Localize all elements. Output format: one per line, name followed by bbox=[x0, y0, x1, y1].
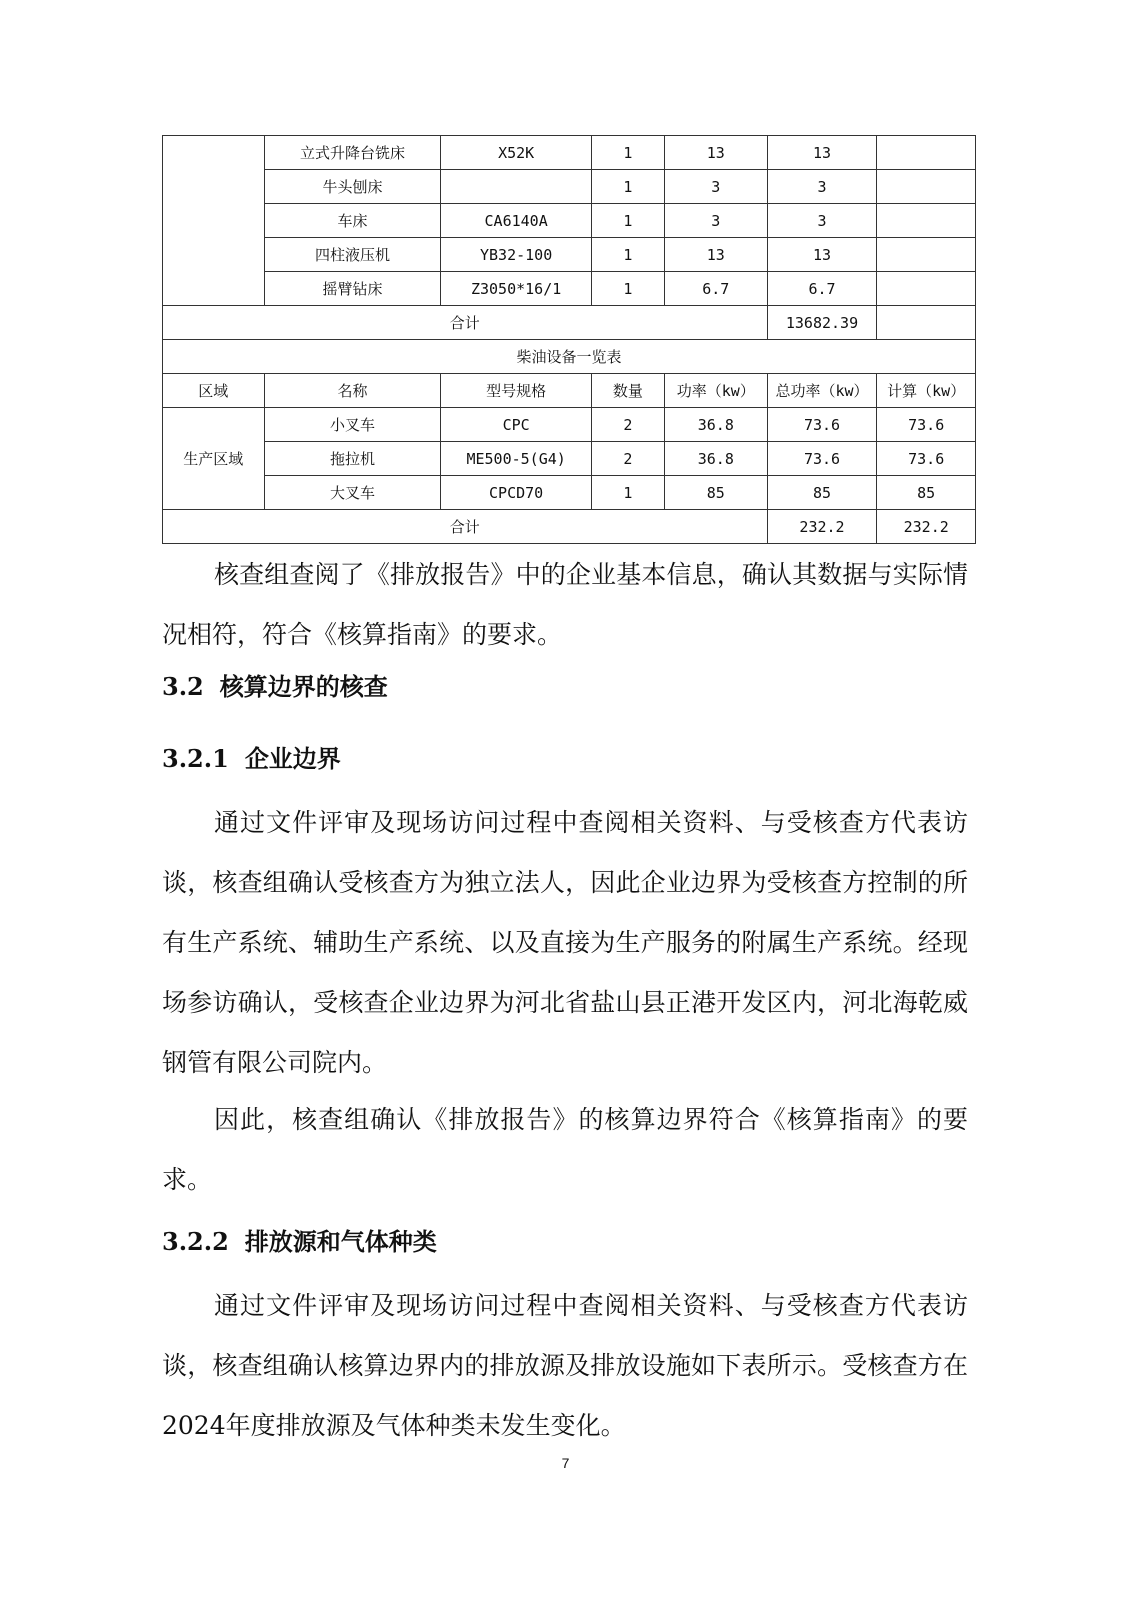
section-title: 企业边界 bbox=[244, 744, 341, 773]
column-header: 功率（kw） bbox=[664, 374, 767, 408]
equipment-qty: 1 bbox=[591, 272, 664, 306]
equipment-calc bbox=[877, 238, 976, 272]
subtotal-row bbox=[163, 510, 976, 544]
equipment-total-power: 6.7 bbox=[767, 272, 877, 306]
table-title-row bbox=[163, 340, 976, 374]
paragraph-enterprise-boundary: 通过文件评审及现场访问过程中查阅相关资料、与受核查方代表访谈，核查组确认受核查方为独立法人，因此企业边界为受核查方控制的所有生产系统、辅助生产系统、以及直接为生产服务的附属生产系统。经现场参访确认，受核查企业边界为河北省盐山县正港开发区内，河北海乾威钢管有限公司院内。 bbox=[162, 808, 968, 1077]
diesel-calc: 73.6 bbox=[877, 408, 976, 442]
subtotal-total: 13682.39 bbox=[767, 306, 877, 340]
section-heading-3-2-1 bbox=[162, 739, 341, 774]
equipment-name: 车床 bbox=[264, 204, 441, 238]
equipment-calc bbox=[877, 272, 976, 306]
diesel-calc: 85 bbox=[877, 476, 976, 510]
diesel-total-power: 73.6 bbox=[767, 442, 877, 476]
equipment-qty: 1 bbox=[591, 238, 664, 272]
diesel-model: ME500-5(G4) bbox=[441, 442, 591, 476]
diesel-name: 小叉车 bbox=[264, 408, 441, 442]
section-number: 3.2.2 bbox=[162, 1227, 229, 1256]
equipment-calc bbox=[877, 170, 976, 204]
diesel-qty: 2 bbox=[591, 408, 664, 442]
section-heading-3-2-2 bbox=[162, 1222, 437, 1257]
equipment-power: 3 bbox=[664, 170, 767, 204]
diesel-name: 拖拉机 bbox=[264, 442, 441, 476]
diesel-name: 大叉车 bbox=[264, 476, 441, 510]
diesel-model: CPC bbox=[441, 408, 591, 442]
equipment-qty: 1 bbox=[591, 170, 664, 204]
paragraph-emission-sources: 通过文件评审及现场访问过程中查阅相关资料、与受核查方代表访谈，核查组确认核算边界内的排放源及排放设施如下表所示。受核查方在2024年度排放源及气体种类未发生变化。 bbox=[162, 1291, 968, 1440]
equipment-name: 立式升降台铣床 bbox=[264, 136, 441, 170]
equipment-name: 摇臂钻床 bbox=[264, 272, 441, 306]
diesel-qty: 2 bbox=[591, 442, 664, 476]
equipment-qty: 1 bbox=[591, 136, 664, 170]
page-number: 7 bbox=[561, 1455, 570, 1471]
column-header: 数量 bbox=[591, 374, 664, 408]
subtotal-label: 合计 bbox=[163, 306, 768, 340]
equipment-total-power: 3 bbox=[767, 204, 877, 238]
equipment-model: CA6140A bbox=[441, 204, 591, 238]
section-heading-3-2 bbox=[162, 667, 388, 702]
subtotal-calc: 232.2 bbox=[877, 510, 976, 544]
diesel-model: CPCD70 bbox=[441, 476, 591, 510]
equipment-model: Z3050*16/1 bbox=[441, 272, 591, 306]
area-cell: 生产区域 bbox=[163, 408, 265, 510]
diesel-calc: 73.6 bbox=[877, 442, 976, 476]
equipment-power: 13 bbox=[664, 238, 767, 272]
equipment-total-power: 13 bbox=[767, 238, 877, 272]
paragraph-boundary-conclusion: 因此，核查组确认《排放报告》的核算边界符合《核算指南》的要求。 bbox=[162, 1105, 968, 1194]
table-row bbox=[163, 136, 976, 170]
section-number: 3.2.1 bbox=[162, 744, 229, 773]
table-row bbox=[163, 442, 976, 476]
equipment-power: 3 bbox=[664, 204, 767, 238]
subtotal-calc bbox=[877, 306, 976, 340]
column-header: 型号规格 bbox=[441, 374, 591, 408]
column-header: 计算（kw） bbox=[877, 374, 976, 408]
equipment-calc bbox=[877, 204, 976, 238]
paragraph-basic-info: 核查组查阅了《排放报告》中的企业基本信息，确认其数据与实际情况相符，符合《核算指南》的要求。 bbox=[162, 560, 968, 649]
equipment-model bbox=[441, 170, 591, 204]
equipment-name: 牛头刨床 bbox=[264, 170, 441, 204]
equipment-model: YB32-100 bbox=[441, 238, 591, 272]
diesel-qty: 1 bbox=[591, 476, 664, 510]
column-header: 名称 bbox=[264, 374, 441, 408]
column-header: 总功率（kw） bbox=[767, 374, 877, 408]
equipment-calc bbox=[877, 136, 976, 170]
diesel-power: 85 bbox=[664, 476, 767, 510]
table-row bbox=[163, 272, 976, 306]
column-header: 区域 bbox=[163, 374, 265, 408]
area-cell-blank bbox=[163, 136, 265, 306]
diesel-total-power: 73.6 bbox=[767, 408, 877, 442]
table-row bbox=[163, 204, 976, 238]
diesel-table-title: 柴油设备一览表 bbox=[163, 340, 976, 374]
subtotal-total: 232.2 bbox=[767, 510, 877, 544]
diesel-power: 36.8 bbox=[664, 408, 767, 442]
section-number: 3.2 bbox=[162, 672, 204, 701]
table-header-row bbox=[163, 374, 976, 408]
table-row bbox=[163, 408, 976, 442]
equipment-name: 四柱液压机 bbox=[264, 238, 441, 272]
equipment-power: 6.7 bbox=[664, 272, 767, 306]
equipment-model: X52K bbox=[441, 136, 591, 170]
diesel-total-power: 85 bbox=[767, 476, 877, 510]
equipment-table bbox=[162, 135, 976, 544]
diesel-power: 36.8 bbox=[664, 442, 767, 476]
section-title: 排放源和气体种类 bbox=[244, 1227, 437, 1256]
equipment-qty: 1 bbox=[591, 204, 664, 238]
table-row bbox=[163, 170, 976, 204]
subtotal-row bbox=[163, 306, 976, 340]
table-row bbox=[163, 476, 976, 510]
equipment-power: 13 bbox=[664, 136, 767, 170]
table-row bbox=[163, 238, 976, 272]
subtotal-label: 合计 bbox=[163, 510, 768, 544]
section-title: 核算边界的核查 bbox=[219, 672, 388, 701]
equipment-total-power: 3 bbox=[767, 170, 877, 204]
equipment-total-power: 13 bbox=[767, 136, 877, 170]
